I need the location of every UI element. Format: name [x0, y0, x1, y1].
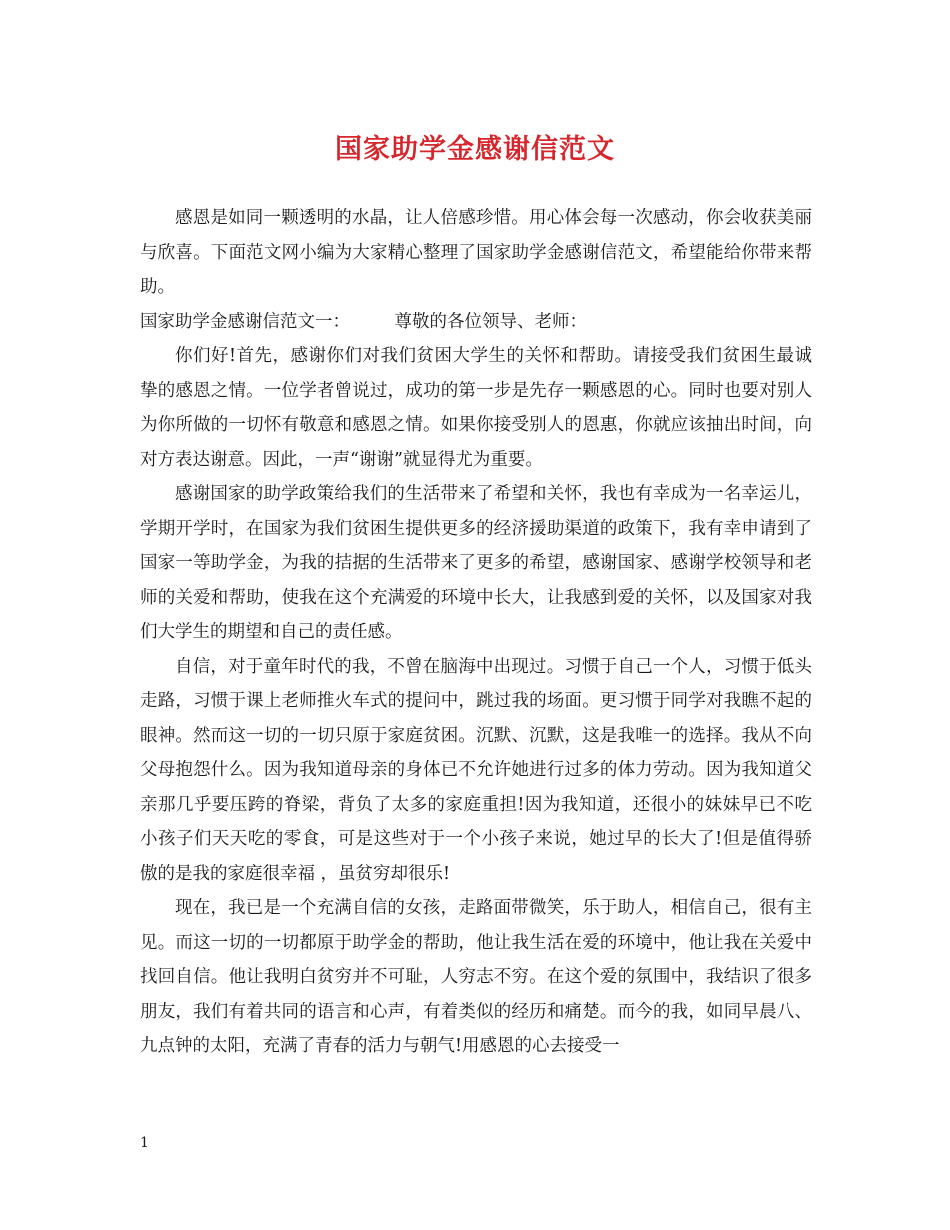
salutation-line: 国家助学金感谢信范文一： 尊敬的各位领导、老师：: [140, 311, 588, 332]
intro-paragraph: 感恩是如同一颗透明的水晶，让人倍感珍惜。用心体会每一次感动，你会收获美丽与欣喜。下面范文网小编为大家精心整理了国家助学金感谢信范文，希望能给你带来帮助。: [140, 208, 812, 297]
body-paragraph: 自信，对于童年时代的我，不曾在脑海中出现过。习惯于自己一个人，习惯于低头走路，习惯于课上老师推火车式的提问中，跳过我的场面。更习惯于同学对我瞧不起的眼神。然而这一切的一切只原于家庭贫困。沉默、沉默，这是我唯一的选择。我从不向父母抱怨什么。因为我知道母亲的身体已不允许她进行过多的体力劳动。因为我知道父亲那几乎要压跨的脊梁，背负了太多的家庭重担!因为我知道，还很小的妹妹早已不吃小孩子们天天吃的零食，可是这些对于一个小孩子来说，她过早的长大了!但是值得骄傲的是我的家庭很幸福 ，虽贫穷却很乐!: [140, 656, 812, 884]
body-paragraph: 你们好!首先，感谢你们对我们贫困大学生的关怀和帮助。请接受我们贫困生最诚挚的感恩之情。一位学者曾说过，成功的第一步是先存一颗感恩的心。同时也要对别人为你所做的一切怀有敬意和感恩之情。如果你接受别人的恩惠，你就应该抽出时间，向对方表达谢意。因此，一声“谢谢”就显得尤为重要。: [140, 346, 812, 470]
body-paragraph: 感谢国家的助学政策给我们的生活带来了希望和关怀，我也有幸成为一名幸运儿，学期开学时，在国家为我们贫困生提供更多的经济援助渠道的政策下，我有幸申请到了国家一等助学金，为我的拮据的生活带来了更多的希望，感谢国家、感谢学校领导和老师的关爱和帮助，使我在这个充满爱的环境中长大，让我感到爱的关怀，以及国家对我们大学生的期望和自己的责任感。: [140, 484, 812, 642]
document-body: [140, 201, 812, 1064]
page-number: 1: [140, 1135, 149, 1151]
body-paragraph: 现在，我已是一个充满自信的女孩，走路面带微笑，乐于助人，相信自己，很有主见。而这一切的一切都原于助学金的帮助，他让我生活在爱的环境中，他让我在关爱中找回自信。他让我明白贫穷并不可耻，人穷志不穷。在这个爱的氛围中，我结识了很多朋友，我们有着共同的语言和心声，有着类似的经历和痛楚。而今的我，如同早晨八、九点钟的太阳，充满了青春的活力与朝气!用感恩的心去接受一: [140, 898, 812, 1056]
document-title: 国家助学金感谢信范文: [335, 134, 615, 165]
